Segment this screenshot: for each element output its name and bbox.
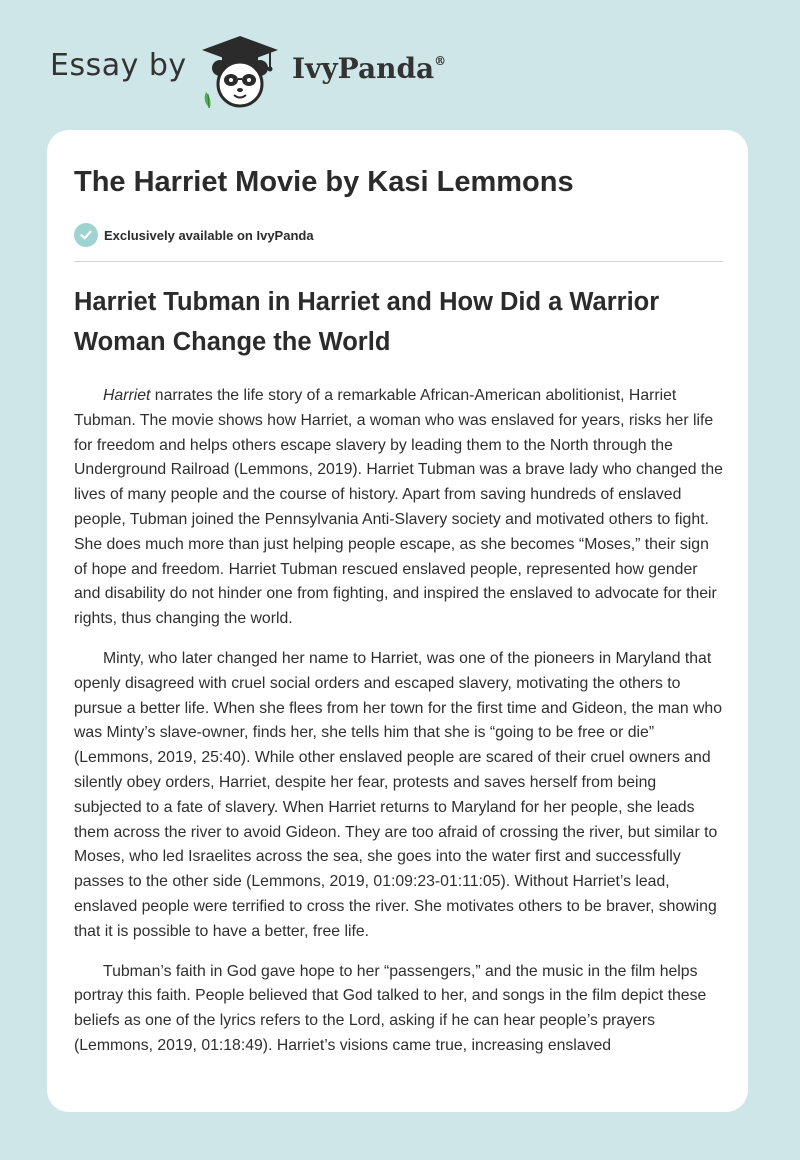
brand-name: IvyPanda® [292, 52, 447, 85]
brand-prefix: Essay by [50, 48, 187, 83]
section-heading: Harriet Tubman in Harriet and How Did a Warrior Woman Change the World [74, 288, 660, 356]
film-title-italic: Harriet [103, 387, 151, 404]
divider [74, 261, 723, 262]
registered-mark: ® [434, 54, 447, 68]
essay-body [74, 384, 726, 1074]
brand-header [50, 30, 510, 110]
paragraph-2: Minty, who later changed her name to Harriet, was one of the pioneers in Maryland that openly disagreed with cruel social orders and escaped slavery, motivating the others to pursue a better life. When she flees from her town for the first time and Gideon, the man who was Minty’s slave-owner, finds her, she tells him that she is “going to be free or die” (Lemmons, 2019, 25:40). While other enslaved people are scared of their cruel owners and silently obey orders, Harriet, despite her fear, protests and saves herself from being subjected to a fate of slavery. When Harriet returns to Maryland for her people, she leads them across the river to avoid Gideon. They are too afraid of crossing the river, but similar to Moses, who led Israelites across the sea, she goes into the water first and successfully passes to the other side (Lemmons, 2019, 01:09:23-01:11:05). Without Harriet’s lead, enslaved people were terrified to cross the river. She motivates others to be braver, showing that it is possible to have a better, free life. [74, 649, 722, 940]
page-title: The Harriet Movie by Kasi Lemmons [74, 166, 574, 198]
availability-badge [74, 222, 314, 248]
essay-card [47, 130, 748, 1112]
badge-label: Exclusively available on IvyPanda [104, 227, 314, 243]
paragraph-3: Tubman’s faith in God gave hope to her “passengers,” and the music in the film helps portray this faith. People believed that God talked to her, and songs in the film depict these beliefs as one of the lyrics refers to the Lord, asking if he can hear people’s prayers (Lemmons, 2019, 01:18:49). Harriet’s visions came true, increasing enslaved [74, 962, 707, 1054]
check-circle-icon [74, 223, 98, 247]
paragraph-1-text: narrates the life story of a remarkable African-American abolitionist, Harriet Tubman. The movie shows how Harriet, a woman who was enslaved for years, risks her life for freedom and helps others escape slavery by leading them to the North through the Underground Railroad (Lemmons, 2019). Harriet Tubman was a brave lady who changed the lives of many people and the course of history. Apart from saving hundreds of enslaved people, Tubman joined the Pennsylvania Anti-Slavery society and motivated others to fight. She does much more than just helping people escape, as she becomes “Moses,” their sign of hope and freedom. Harriet Tubman rescued enslaved people, represented how gender and disability do not hinder one from fighting, and inspired the enslaved to advocate for their rights, thus changing the world. [74, 387, 723, 628]
panda-logo-icon [200, 34, 280, 110]
paragraph-1 [74, 384, 726, 632]
